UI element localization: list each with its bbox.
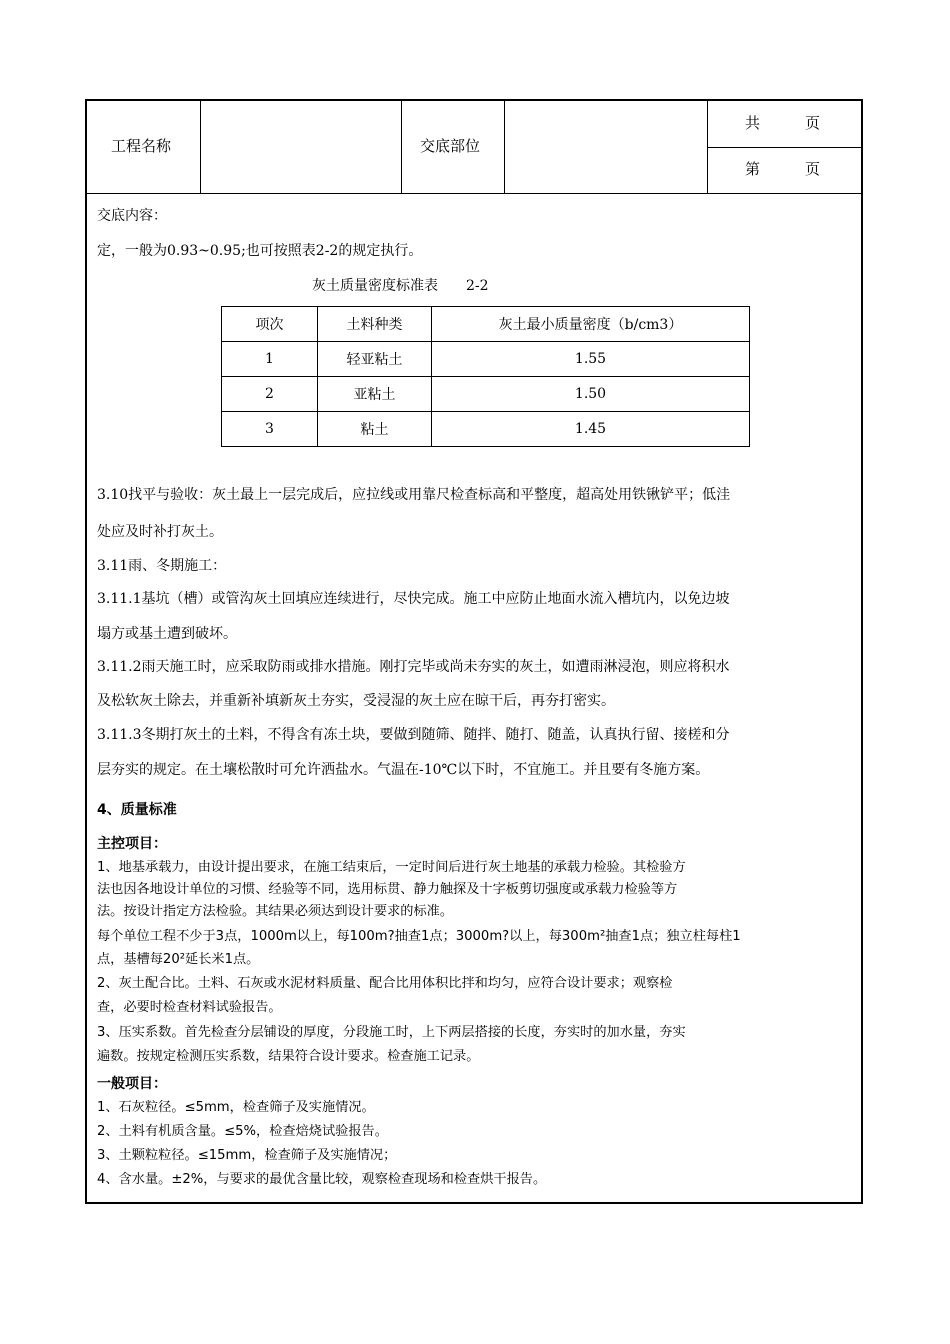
- table-header: 灰土最小质量密度（b/cm3）: [432, 307, 750, 342]
- table-header: 土料种类: [318, 307, 432, 342]
- form-header: [87, 101, 861, 194]
- subsection-heading: 一般项目：: [97, 1076, 167, 1092]
- divider: [401, 101, 402, 193]
- location-label: 交底部位: [420, 137, 481, 155]
- disclosure-form: [85, 99, 863, 1204]
- table-cell: 1.45: [432, 412, 750, 447]
- density-standard-table: [221, 306, 750, 447]
- paragraph: 3.11.3冬期打灰土的土料，不得含有冻土块，要做到随筛、随拌、随打、随盖，认真执行留、接槎和分: [97, 727, 730, 743]
- list-item: 2、土料有机质含量。≤5%，检查焙烧试验报告。: [97, 1124, 388, 1139]
- divider: [200, 101, 201, 193]
- intro-label: 交底内容：: [97, 208, 167, 224]
- table-row: [222, 377, 750, 412]
- project-name-label: 工程名称: [111, 137, 172, 155]
- table-header-row: [222, 307, 750, 342]
- paragraph: 查，必要时检查材料试验报告。: [97, 1000, 282, 1015]
- table-cell: 1: [222, 342, 318, 377]
- paragraph: 定，一般为0.93~0.95;也可按照表2-2的规定执行。: [97, 243, 423, 259]
- total-pages-label: 共 页: [745, 114, 821, 132]
- table-row: [222, 412, 750, 447]
- table-header: 项次: [222, 307, 318, 342]
- paragraph: 3、压实系数。首先检查分层铺设的厚度，分段施工时，上下两层搭接的长度，夯实时的加水量，夯实: [97, 1025, 686, 1040]
- paragraph: 3.10找平与验收：灰土最上一层完成后，应拉线或用靠尺检查标高和平整度，超高处用铁锹铲平；低洼: [97, 487, 731, 503]
- table-cell: 3: [222, 412, 318, 447]
- list-item: 4、含水量。±2%，与要求的最优含量比较，观察检查现场和检查烘干报告。: [97, 1172, 547, 1187]
- paragraph: 法也因各地设计单位的习惯、经验等不同，选用标贯、静力触探及十字板剪切强度或承载力检验等方: [97, 882, 678, 897]
- paragraph: 处应及时补打灰土。: [97, 524, 223, 540]
- paragraph: 层夯实的规定。在土壤松散时可允许洒盐水。气温在-10℃以下时，不宜施工。并且要有冬施方案。: [97, 762, 710, 778]
- page-number-label: 第 页: [745, 160, 821, 178]
- paragraph: 法。按设计指定方法检验。其结果必须达到设计要求的标准。: [97, 904, 454, 919]
- table-cell: 亚粘土: [318, 377, 432, 412]
- paragraph: 3.11雨、冬期施工：: [97, 558, 227, 574]
- section-heading: 4、质量标准: [97, 802, 177, 818]
- paragraph: 2、灰土配合比。土料、石灰或水泥材料质量、配合比用体积比拌和均匀，应符合设计要求；观察检: [97, 976, 673, 991]
- divider: [707, 147, 861, 148]
- table-row: [222, 342, 750, 377]
- table-title: 灰土质量密度标准表 2-2: [312, 278, 489, 294]
- list-item: 1、石灰粒径。≤5mm，检查筛子及实施情况。: [97, 1100, 375, 1115]
- table-cell: 轻亚粘土: [318, 342, 432, 377]
- table-cell: 1.55: [432, 342, 750, 377]
- paragraph: 3.11.1基坑（槽）或管沟灰土回填应连续进行，尽快完成。施工中应防止地面水流入槽坑内，以免边坡: [97, 591, 730, 607]
- paragraph: 3.11.2雨天施工时，应采取防雨或排水措施。刚打完毕或尚未夯实的灰土，如遭雨淋浸泡，则应将积水: [97, 659, 730, 675]
- paragraph: 1、地基承载力，由设计提出要求，在施工结束后，一定时间后进行灰土地基的承载力检验。其检验方: [97, 860, 686, 875]
- table-cell: 1.50: [432, 377, 750, 412]
- paragraph: 每个单位工程不少于3点，1000m以上，每100m?抽查1点；3000m?以上，每300m²抽查1点；独立柱每柱1: [97, 929, 741, 944]
- table-cell: 2: [222, 377, 318, 412]
- paragraph: 点，基槽每20²延长米1点。: [97, 952, 260, 967]
- paragraph: 及松软灰土除去，并重新补填新灰土夯实，受浸湿的灰土应在晾干后，再夯打密实。: [97, 693, 615, 709]
- subsection-heading: 主控项目：: [97, 836, 167, 852]
- paragraph: 塌方或基土遭到破坏。: [97, 626, 237, 642]
- table-cell: 粘土: [318, 412, 432, 447]
- paragraph: 遍数。按规定检测压实系数，结果符合设计要求。检查施工记录。: [97, 1049, 480, 1064]
- divider: [504, 101, 505, 193]
- list-item: 3、土颗粒粒径。≤15mm，检查筛子及实施情况；: [97, 1148, 397, 1163]
